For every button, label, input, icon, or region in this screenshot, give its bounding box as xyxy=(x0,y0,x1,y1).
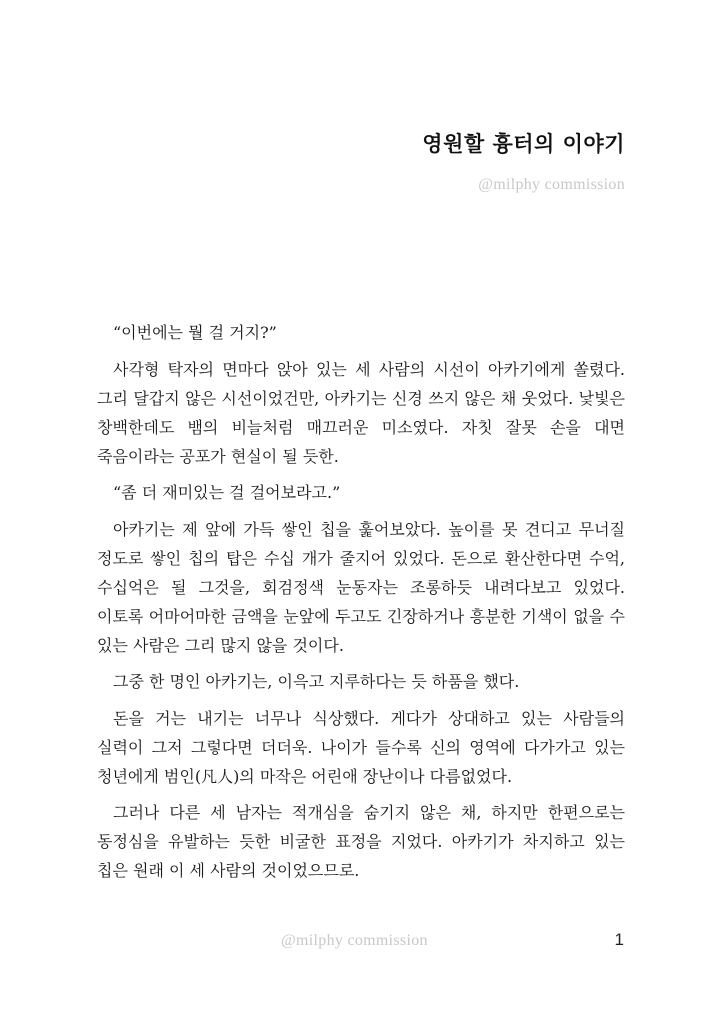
page-title: 영원할 흉터의 이야기 xyxy=(422,131,625,156)
paragraph-4: 아카기는 제 앞에 가득 쌓인 칩을 훑어보았다. 높이를 못 견디고 무너질 정도로 쌓인 칩의 탑은 수십 개가 줄지어 있었다. 돈으로 환산한다면 수억, 수십억은 될 그것을, 회검정색 눈동자는 조롱하듯 내려다보고 있었다. 이토록 어마어마한 금액을 눈앞에 두고도 긴장하거나 흥분한 기색이 없을 수 있는 사람은 그리 많지 않을 것이다. xyxy=(97,519,625,655)
paragraph-7: 그러나 다른 세 남자는 적개심을 숨기지 않은 채, 하지만 한편으로는 동정심을 유발하는 듯한 비굴한 표정을 지었다. 아카기가 차지하고 있는 칩은 원래 이 세 사람의 것이었으므로. xyxy=(97,803,625,880)
paragraph-2: 사각형 탁자의 면마다 앉아 있는 세 사람의 시선이 아카기에게 쏠렸다. 그리 달갑지 않은 시선이었건만, 아카기는 신경 쓰지 않은 채 웃었다. 낯빛은 창백한데도 뱀의 비늘처럼 매끄러운 미소였다. 자칫 잘못 손을 대면 죽음이라는 공포가 현실이 될 듯한. xyxy=(97,359,625,466)
header-watermark: @milphy commission xyxy=(478,176,625,193)
body-text xyxy=(97,318,625,893)
paragraph-1: “이번에는 뭘 걸 거지?” xyxy=(113,323,277,342)
page-number: 1 xyxy=(614,930,624,949)
footer-watermark: @milphy commission xyxy=(281,932,428,949)
paragraph-6: 돈을 거는 내기는 너무나 식상했다. 게다가 상대하고 있는 사람들의 실력이 그저 그렇다면 더더욱. 나이가 들수록 신의 영역에 다가가고 있는 청년에게 범인(凡人)의 마작은 어린애 장난이나 다름없었다. xyxy=(97,708,625,786)
paragraph-5: 그중 한 명인 아카기는, 이윽고 지루하다는 듯 하품을 했다. xyxy=(113,672,520,691)
paragraph-3: “좀 더 재미있는 걸 걸어보라고.” xyxy=(113,483,341,502)
